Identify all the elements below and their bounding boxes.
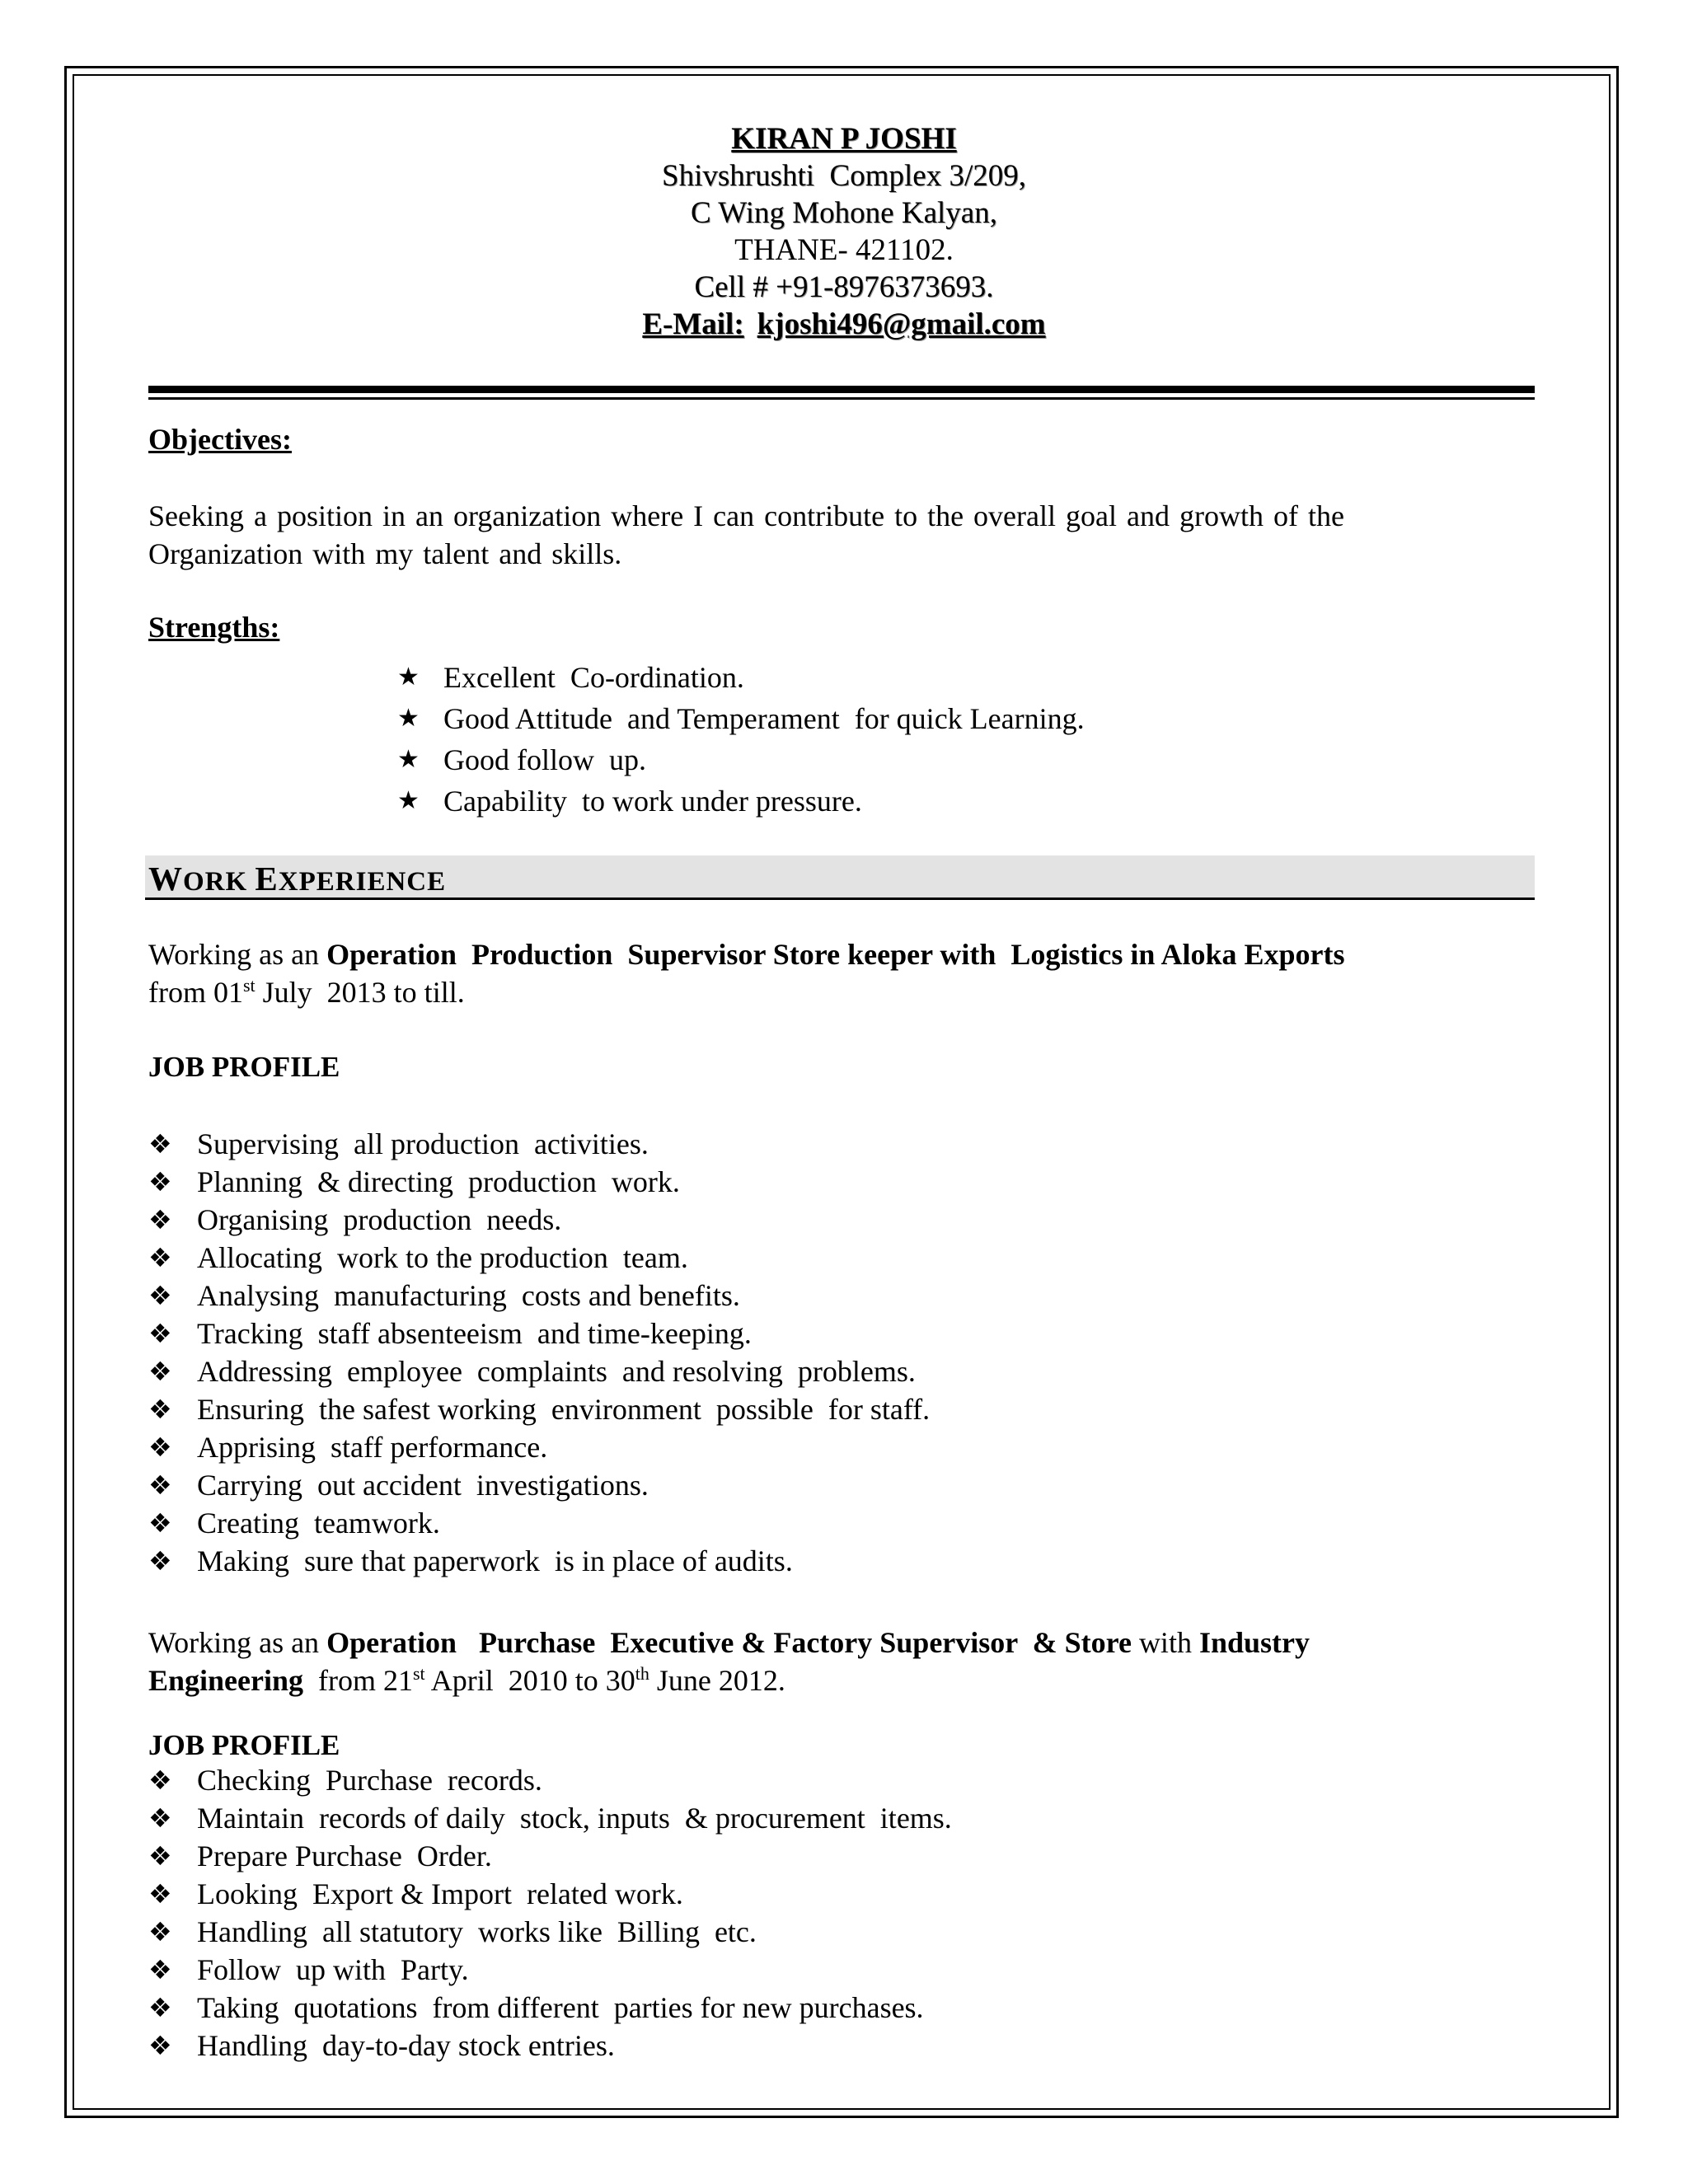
list-item: ❖ Handling all statutory works like Billing etc. xyxy=(148,1913,952,1951)
objectives-heading: Objectives: xyxy=(148,423,292,456)
work-experience-heading: WORK EXPERIENCE xyxy=(148,860,447,898)
strength-text: Excellent Co-ordination. xyxy=(443,661,744,694)
diamond-bullet-icon: ❖ xyxy=(148,1318,172,1349)
strengths-list xyxy=(397,657,1085,822)
diamond-bullet-icon: ❖ xyxy=(148,1992,172,2023)
list-item: ❖ Supervising all production activities. xyxy=(148,1125,930,1163)
job-1-intro: Working as an Operation Production Supervisor Store keeper with Logistics in Aloka Exports from 01st July 2013 to till. xyxy=(148,938,1345,1009)
list-item: ❖ Carrying out accident investigations. xyxy=(148,1466,930,1504)
diamond-bullet-icon: ❖ xyxy=(148,1802,172,1834)
diamond-bullet-icon: ❖ xyxy=(148,1916,172,1947)
job-1-role: Operation Production Supervisor Store keeper with Logistics in Aloka Exports xyxy=(326,938,1345,971)
diamond-bullet-icon: ❖ xyxy=(148,1545,172,1577)
diamond-bullet-icon: ❖ xyxy=(148,1878,172,1910)
list-item: ❖ Creating teamwork. xyxy=(148,1504,930,1542)
objective-text: Seeking a position in an organization where I can contribute to the overall goal and growth of the Organization with my talent and skills. xyxy=(148,499,1344,570)
list-item: ❖ Follow up with Party. xyxy=(148,1951,952,1989)
diamond-bullet-icon: ❖ xyxy=(148,1128,172,1160)
strength-text: Capability to work under pressure. xyxy=(443,785,862,818)
list-item: ❖ Looking Export & Import related work. xyxy=(148,1875,952,1913)
star-icon: ★ xyxy=(397,745,420,774)
address-line-2: C Wing Mohone Kalyan, xyxy=(691,196,997,230)
list-item: ❖ Allocating work to the production team. xyxy=(148,1239,930,1277)
list-item xyxy=(397,698,1085,739)
list-item: ❖ Tracking staff absenteeism and time-keeping. xyxy=(148,1315,930,1352)
list-item: ❖ Handling day-to-day stock entries. xyxy=(148,2027,952,2064)
list-item: ❖ Maintain records of daily stock, inputs & procurement items. xyxy=(148,1799,952,1837)
list-item: ❖ Checking Purchase records. xyxy=(148,1761,952,1799)
star-icon: ★ xyxy=(397,704,420,733)
list-item xyxy=(397,780,1085,822)
email-row xyxy=(0,306,1688,343)
email-label: E-Mail: xyxy=(642,307,744,341)
email-link[interactable]: kjoshi496@gmail.com xyxy=(757,307,1046,341)
diamond-bullet-icon: ❖ xyxy=(148,1954,172,1985)
strength-text: Good follow up. xyxy=(443,743,646,776)
job-1-profile-label: JOB PROFILE xyxy=(148,1051,340,1083)
list-item: ❖ Making sure that paperwork is in place of audits. xyxy=(148,1542,930,1580)
diamond-bullet-icon: ❖ xyxy=(148,1204,172,1235)
list-item: ❖ Organising production needs. xyxy=(148,1201,930,1239)
star-icon: ★ xyxy=(397,786,420,815)
list-item: ❖ Apprising staff performance. xyxy=(148,1428,930,1466)
diamond-bullet-icon: ❖ xyxy=(148,1394,172,1425)
list-item: ❖ Ensuring the safest working environment possible for staff. xyxy=(148,1390,930,1428)
star-icon: ★ xyxy=(397,663,420,691)
strengths-heading: Strengths: xyxy=(148,611,280,644)
header-divider-thick xyxy=(148,386,1535,393)
job-2-profile-label: JOB PROFILE xyxy=(148,1729,340,1761)
address-line-3: THANE- 421102. xyxy=(734,233,954,267)
resume-header xyxy=(0,120,1688,343)
diamond-bullet-icon: ❖ xyxy=(148,1840,172,1872)
diamond-bullet-icon: ❖ xyxy=(148,1469,172,1501)
diamond-bullet-icon: ❖ xyxy=(148,1432,172,1463)
cell-number: Cell # +91-8976373693. xyxy=(694,270,994,304)
job-2-intro: Working as an Operation Purchase Executive & Factory Supervisor & Store with Industry Engineering from 21st April 2010 to 30th June 2012. xyxy=(148,1626,1311,1697)
header-divider-thin xyxy=(148,397,1535,400)
diamond-bullet-icon: ❖ xyxy=(148,1166,172,1197)
list-item xyxy=(397,739,1085,780)
strength-text: Good Attitude and Temperament for quick Learning. xyxy=(443,702,1085,735)
list-item: ❖ Taking quotations from different parties for new purchases. xyxy=(148,1989,952,2027)
list-item: ❖ Analysing manufacturing costs and benefits. xyxy=(148,1277,930,1315)
address-line-1: Shivshrushti Complex 3/209, xyxy=(662,159,1026,193)
diamond-bullet-icon: ❖ xyxy=(148,2030,172,2061)
list-item: ❖ Addressing employee complaints and resolving problems. xyxy=(148,1352,930,1390)
diamond-bullet-icon: ❖ xyxy=(148,1242,172,1273)
diamond-bullet-icon: ❖ xyxy=(148,1507,172,1539)
list-item: ❖ Prepare Purchase Order. xyxy=(148,1837,952,1875)
diamond-bullet-icon: ❖ xyxy=(148,1280,172,1311)
job-2-role: Operation Purchase Executive & Factory Supervisor & Store xyxy=(326,1626,1132,1659)
diamond-bullet-icon: ❖ xyxy=(148,1765,172,1796)
list-item: ❖ Planning & directing production work. xyxy=(148,1163,930,1201)
diamond-bullet-icon: ❖ xyxy=(148,1356,172,1387)
job-2-duties xyxy=(148,1761,952,2064)
list-item xyxy=(397,657,1085,698)
job-1-duties xyxy=(148,1125,930,1580)
candidate-name: KIRAN P JOSHI xyxy=(731,122,957,156)
